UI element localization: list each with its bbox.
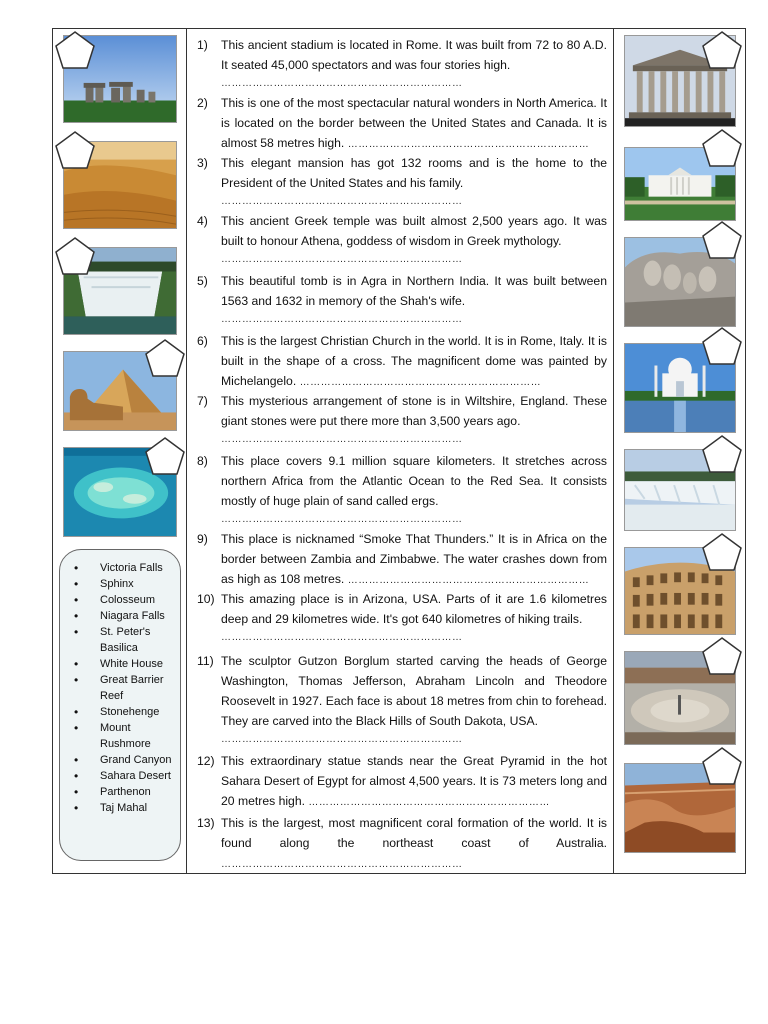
question-number: 13) bbox=[197, 816, 215, 830]
word-bank-item: • Colosseum bbox=[74, 592, 174, 608]
question-number: 1) bbox=[197, 38, 208, 52]
question-text: This is the largest, most magnificent coral formation of the world. It is found along the northeast coast of Australia. …………………………………………………………… bbox=[221, 816, 607, 870]
question-number: 10) bbox=[197, 592, 215, 606]
question-text: This mysterious arrangement of stone is in Wiltshire, England. These giant stones were put there more than 3,500 years ago. bbox=[221, 394, 607, 428]
word-bank-item: • Grand Canyon bbox=[74, 752, 174, 768]
answer-blank[interactable]: …………………………………………………………… bbox=[347, 139, 590, 150]
word-bank-item: • St. Peter's Basilica bbox=[74, 624, 174, 656]
pentagon-answer-box-icon[interactable] bbox=[702, 221, 742, 259]
question-number: 11) bbox=[197, 654, 214, 668]
answer-blank[interactable]: …………………………………………………………… bbox=[221, 859, 463, 870]
question-number: 2) bbox=[197, 96, 208, 110]
answer-blank[interactable]: …………………………………………………………… bbox=[221, 314, 463, 325]
pentagon-answer-box-icon[interactable] bbox=[145, 437, 185, 475]
questions-column bbox=[187, 29, 615, 873]
question-item bbox=[197, 751, 607, 813]
word-bank-item: • Sphinx bbox=[74, 576, 174, 592]
question-text: This extraordinary statue stands near the Great Pyramid in the hot Sahara Desert of Egypt for almost 4,500 years. It is 73 meters long and 20 metres high. …………………………………………………………… bbox=[221, 754, 607, 808]
question-number: 8) bbox=[197, 454, 208, 468]
question-item bbox=[197, 331, 607, 393]
pentagon-answer-box-icon[interactable] bbox=[702, 129, 742, 167]
question-number: 7) bbox=[197, 394, 208, 408]
question-number: 9) bbox=[197, 532, 208, 546]
word-bank-item: • White House bbox=[74, 656, 174, 672]
question-text: This elegant mansion has got 132 rooms and is the home to the President of the United States and his family. bbox=[221, 156, 607, 190]
pentagon-answer-box-icon[interactable] bbox=[145, 339, 185, 377]
question-number: 6) bbox=[197, 334, 208, 348]
word-bank-item: • Great Barrier Reef bbox=[74, 672, 174, 704]
answer-blank[interactable]: …………………………………………………………… bbox=[221, 734, 463, 745]
word-bank-box bbox=[59, 549, 181, 861]
word-bank-item: • Stonehenge bbox=[74, 704, 174, 720]
word-bank-item: • Sahara Desert bbox=[74, 768, 174, 784]
answer-blank[interactable]: …………………………………………………………… bbox=[221, 632, 463, 643]
word-bank-list bbox=[74, 560, 174, 816]
pentagon-answer-box-icon[interactable] bbox=[702, 435, 742, 473]
question-text: This place is nicknamed “Smoke That Thunders.” It is in Africa on the border between Zambia and Zimbabwe. The water crashes down from as high as 108 metres. …………………………………………………………… bbox=[221, 532, 607, 586]
question-text: The sculptor Gutzon Borglum started carving the heads of George Washington, Thomas Jefferson, Abraham Lincoln and Theodore Roosevelt in 1927. Each face is about 18 metres from chin to forehead. They are carved into the Black Hills of South Dakota, USA. bbox=[221, 654, 607, 728]
question-item bbox=[197, 153, 607, 211]
answer-blank[interactable]: …………………………………………………………… bbox=[221, 196, 463, 207]
question-item bbox=[197, 93, 607, 155]
answer-blank[interactable]: …………………………………………………………… bbox=[221, 78, 463, 89]
pentagon-answer-box-icon[interactable] bbox=[702, 637, 742, 675]
word-bank-item: • Niagara Falls bbox=[74, 608, 174, 624]
pentagon-answer-box-icon[interactable] bbox=[55, 131, 95, 169]
pentagon-answer-box-icon[interactable] bbox=[702, 533, 742, 571]
pentagon-answer-box-icon[interactable] bbox=[55, 31, 95, 69]
word-bank-item: • Taj Mahal bbox=[74, 800, 174, 816]
question-text: This is the largest Christian Church in the world. It is in Rome, Italy. It is built in the shape of a cross. The magnificent dome was painted by Michelangelo. …………………………………………………………… bbox=[221, 334, 607, 388]
answer-blank[interactable]: …………………………………………………………… bbox=[308, 797, 550, 808]
question-item bbox=[197, 529, 607, 591]
question-item bbox=[197, 451, 607, 529]
pentagon-answer-box-icon[interactable] bbox=[702, 747, 742, 785]
answer-blank[interactable]: …………………………………………………………… bbox=[347, 575, 590, 586]
question-number: 3) bbox=[197, 156, 208, 170]
question-text: This place covers 9.1 million square kilometers. It stretches across northern Africa from the Atlantic Ocean to the Red Sea. It consists mostly of huge plain of sand called ergs. bbox=[221, 454, 607, 508]
question-text: This amazing place is in Arizona, USA. Parts of it are 1.6 kilometres deep and 29 kilometres wide. It's got 640 kilometres of hiking trails. bbox=[221, 592, 607, 626]
question-number: 5) bbox=[197, 274, 208, 288]
question-text: This beautiful tomb is in Agra in Northern India. It was built between 1563 and 1632 in memory of the Shah's wife. bbox=[221, 274, 607, 308]
question-text: This ancient Greek temple was built almost 2,500 years ago. It was built to honour Athena, goddess of wisdom in Greek mythology. bbox=[221, 214, 607, 248]
question-number: 12) bbox=[197, 754, 215, 768]
answer-blank[interactable]: …………………………………………………………… bbox=[221, 434, 463, 445]
question-text: This is one of the most spectacular natural wonders in North America. It is located on the border between the United States and Canada. It is almost 58 metres high. …………………………………………………………… bbox=[221, 96, 607, 150]
answer-blank[interactable]: …………………………………………………………… bbox=[299, 377, 542, 388]
answer-blank[interactable]: …………………………………………………………… bbox=[221, 254, 463, 265]
question-item bbox=[197, 391, 607, 449]
question-item bbox=[197, 271, 607, 329]
question-item bbox=[197, 651, 607, 749]
pentagon-answer-box-icon[interactable] bbox=[702, 31, 742, 69]
question-item bbox=[197, 35, 607, 93]
left-image-column bbox=[53, 29, 187, 873]
worksheet bbox=[52, 28, 746, 874]
pentagon-answer-box-icon[interactable] bbox=[702, 327, 742, 365]
pentagon-answer-box-icon[interactable] bbox=[55, 237, 95, 275]
word-bank-item: • Victoria Falls bbox=[74, 560, 174, 576]
question-item bbox=[197, 211, 607, 269]
question-item bbox=[197, 813, 607, 875]
question-text: This ancient stadium is located in Rome. It was built from 72 to 80 A.D. It seated 45,000 spectators and was four stories high. bbox=[221, 38, 607, 72]
right-image-column bbox=[613, 29, 745, 873]
answer-blank[interactable]: …………………………………………………………… bbox=[221, 514, 463, 525]
question-number: 4) bbox=[197, 214, 208, 228]
word-bank-item: • Mount Rushmore bbox=[74, 720, 174, 752]
word-bank-item: • Parthenon bbox=[74, 784, 174, 800]
question-item bbox=[197, 589, 607, 647]
